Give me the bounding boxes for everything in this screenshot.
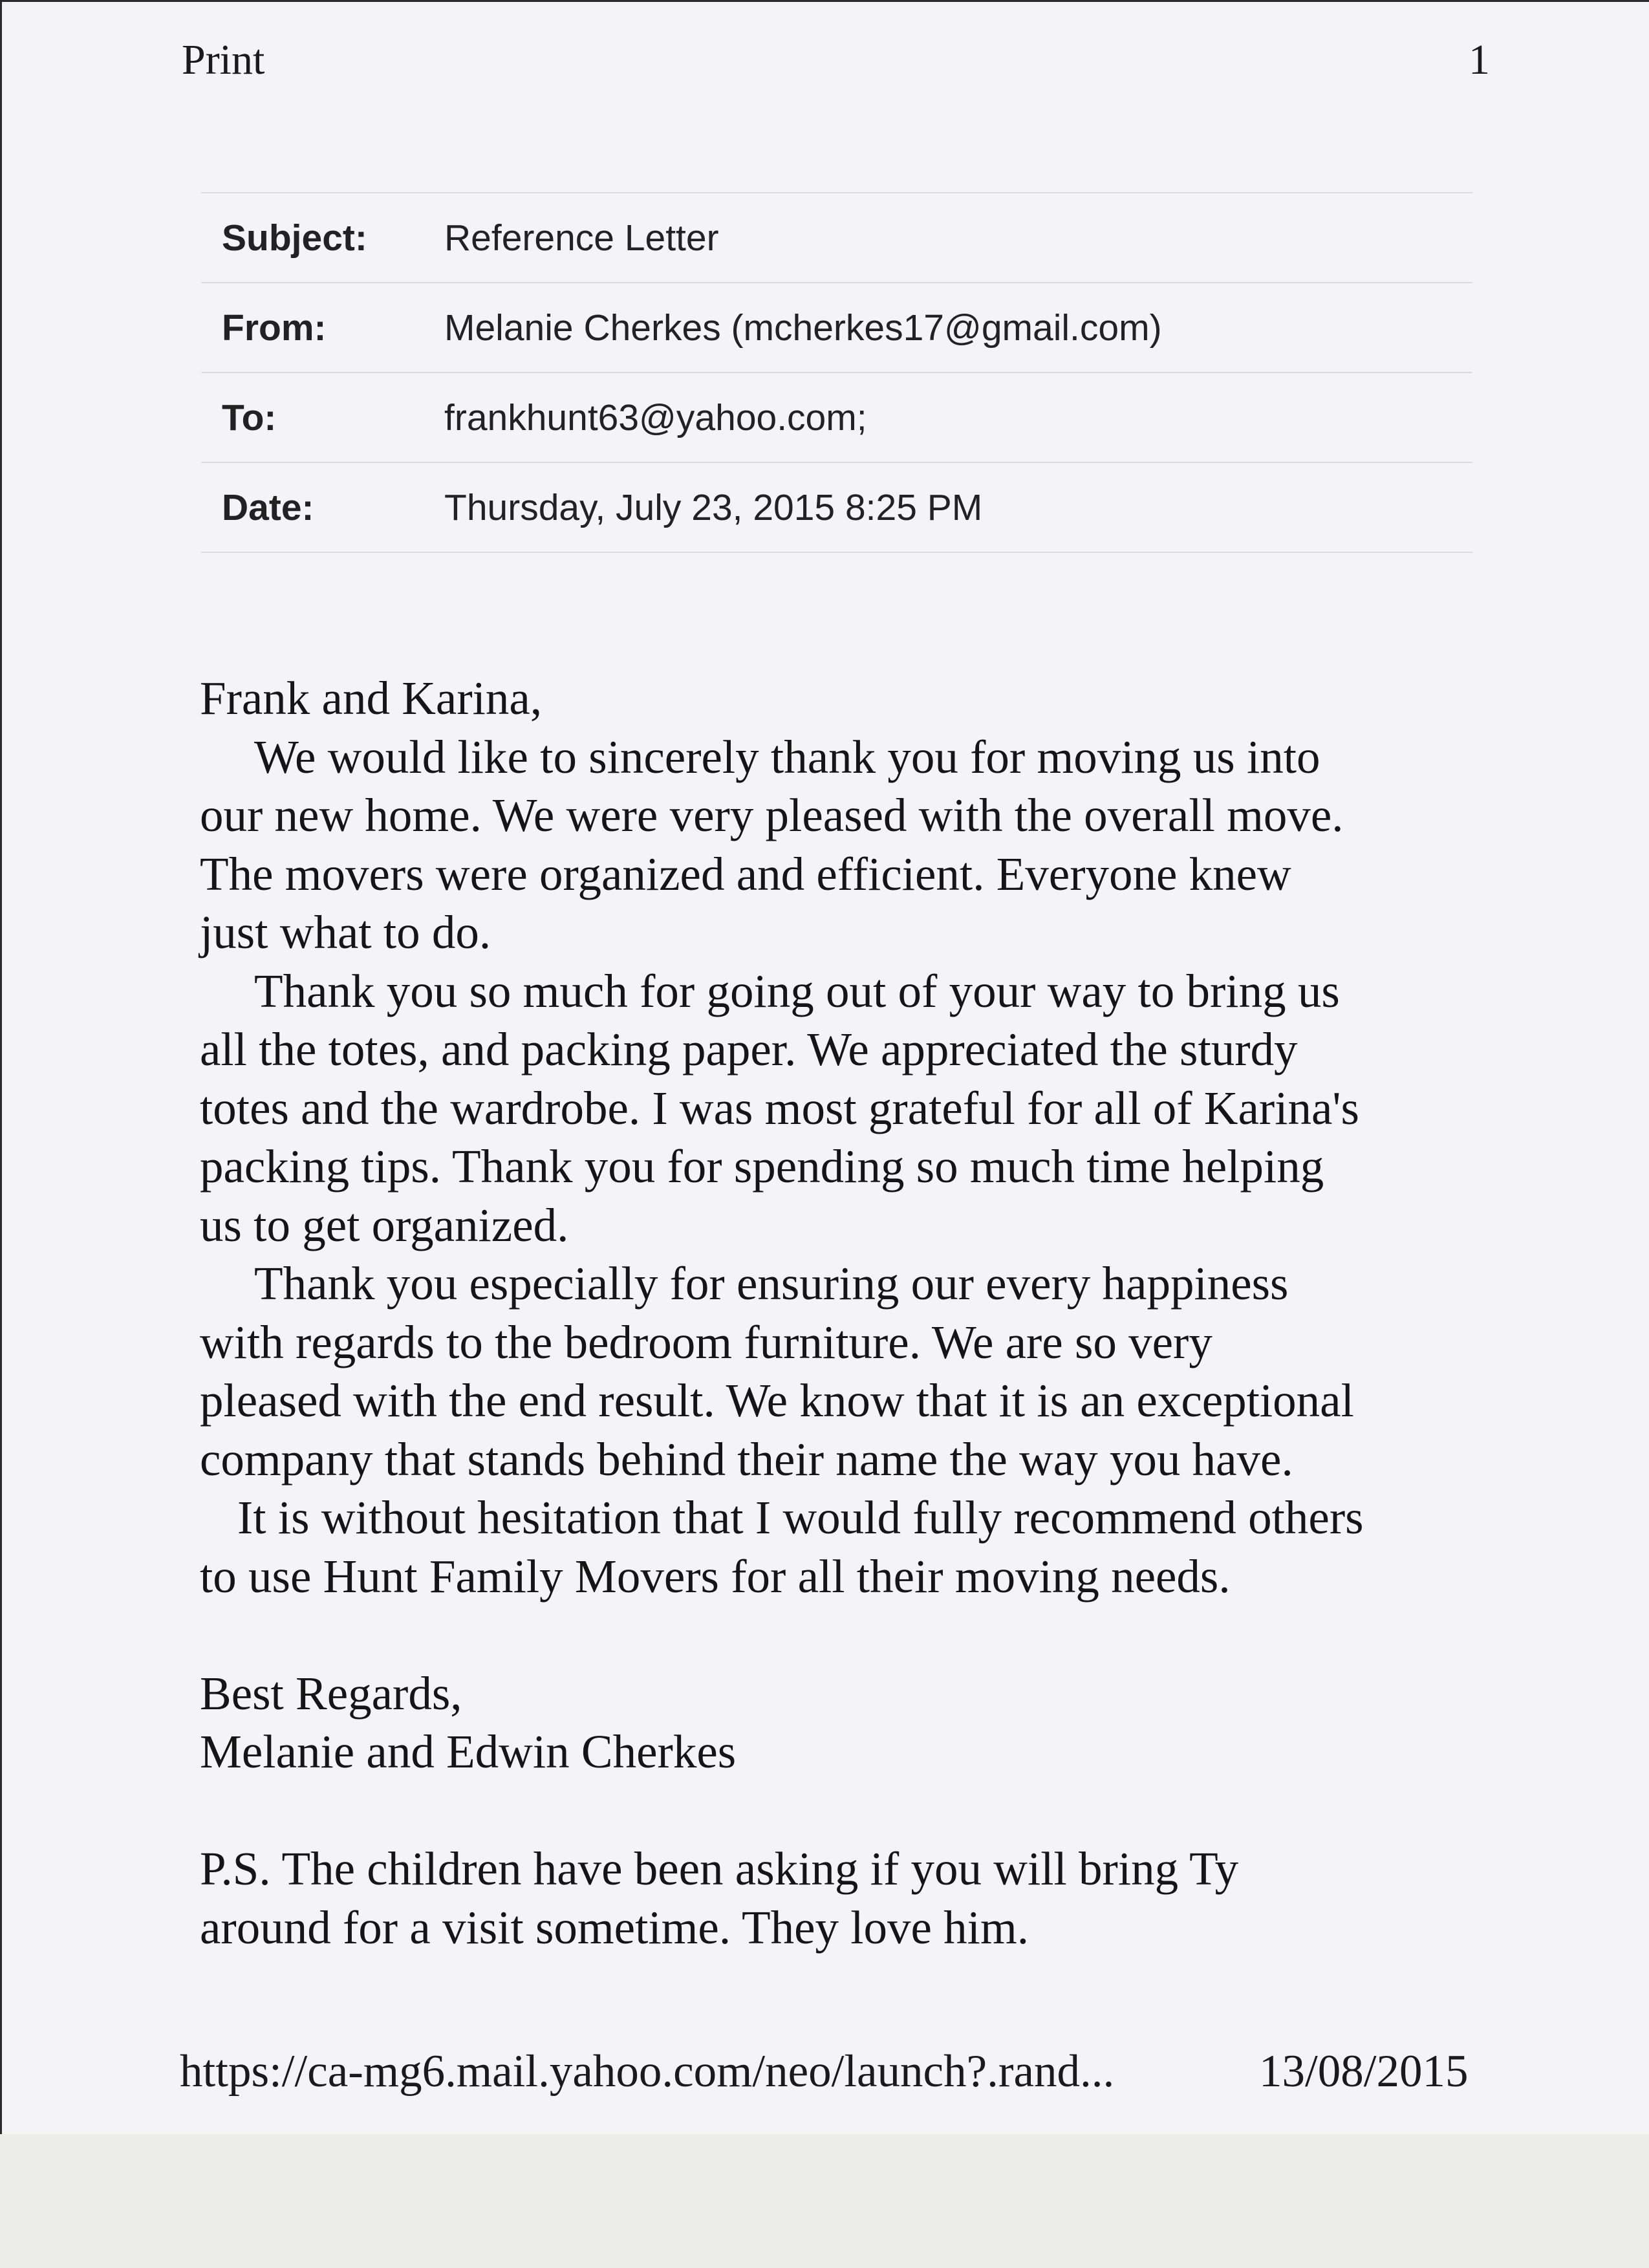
signature: Melanie and Edwin Cherkes bbox=[200, 1725, 737, 1778]
paragraph2-line: Thank you so much for going out of your way to bring us bbox=[254, 964, 1340, 1017]
subject-value: Reference Letter bbox=[444, 217, 719, 259]
paragraph1-line: our new home. We were very pleased with the overall move. bbox=[200, 789, 1344, 841]
from-label: From: bbox=[222, 307, 327, 349]
paragraph1-line: We would like to sincerely thank you for moving us into bbox=[254, 730, 1320, 783]
subject-label: Subject: bbox=[222, 217, 367, 259]
paragraph1-line: just what to do. bbox=[200, 906, 491, 958]
spacer bbox=[200, 1782, 1493, 1841]
subject-row bbox=[201, 193, 1472, 283]
date-row bbox=[201, 463, 1472, 553]
to-label: To: bbox=[222, 396, 277, 438]
paragraph1-line: The movers were organized and efficient. Everyone knew bbox=[200, 847, 1291, 900]
closing: Best Regards, bbox=[200, 1667, 462, 1720]
paragraph4-line: to use Hunt Family Movers for all their moving needs. bbox=[200, 1550, 1231, 1603]
paragraph3-line: with regards to the bedroom furniture. We are so very bbox=[200, 1315, 1212, 1368]
scan-margin bbox=[0, 2134, 1649, 2268]
letter-greeting: Frank and Karina, bbox=[200, 672, 543, 724]
paragraph2-line: totes and the wardrobe. I was most grateful for all of Karina's bbox=[200, 1081, 1359, 1134]
spacer bbox=[200, 1606, 1493, 1665]
postscript-line: around for a visit sometime. They love him. bbox=[200, 1901, 1029, 1954]
postscript-line: P.S. The children have been asking if you will bring Ty bbox=[200, 1842, 1239, 1895]
paragraph2-line: packing tips. Thank you for spending so much time helping bbox=[200, 1140, 1324, 1193]
page-number: 1 bbox=[1469, 36, 1490, 83]
print-footer-url: https://ca-mg6.mail.yahoo.com/neo/launch?.rand... bbox=[180, 2046, 1115, 2097]
from-value: Melanie Cherkes (mcherkes17@gmail.com) bbox=[444, 307, 1162, 349]
from-row bbox=[201, 283, 1472, 373]
date-label: Date: bbox=[222, 486, 314, 528]
paragraph3-line: pleased with the end result. We know that it is an exceptional bbox=[200, 1374, 1354, 1427]
print-header-label: Print bbox=[182, 36, 265, 83]
date-value: Thursday, July 23, 2015 8:25 PM bbox=[444, 486, 983, 528]
letter-body bbox=[200, 669, 1493, 1957]
to-value: frankhunt63@yahoo.com; bbox=[444, 396, 867, 438]
email-header-table bbox=[201, 192, 1472, 553]
paragraph4-line: It is without hesitation that I would fully recommend others bbox=[237, 1491, 1364, 1544]
print-footer-date: 13/08/2015 bbox=[1259, 2046, 1469, 2097]
paragraph3-line: Thank you especially for ensuring our every happiness bbox=[254, 1257, 1289, 1310]
paragraph3-line: company that stands behind their name the way you have. bbox=[200, 1432, 1293, 1485]
to-row bbox=[201, 373, 1472, 463]
paragraph2-line: all the totes, and packing paper. We appreciated the sturdy bbox=[200, 1023, 1298, 1075]
paragraph2-line: us to get organized. bbox=[200, 1198, 569, 1251]
